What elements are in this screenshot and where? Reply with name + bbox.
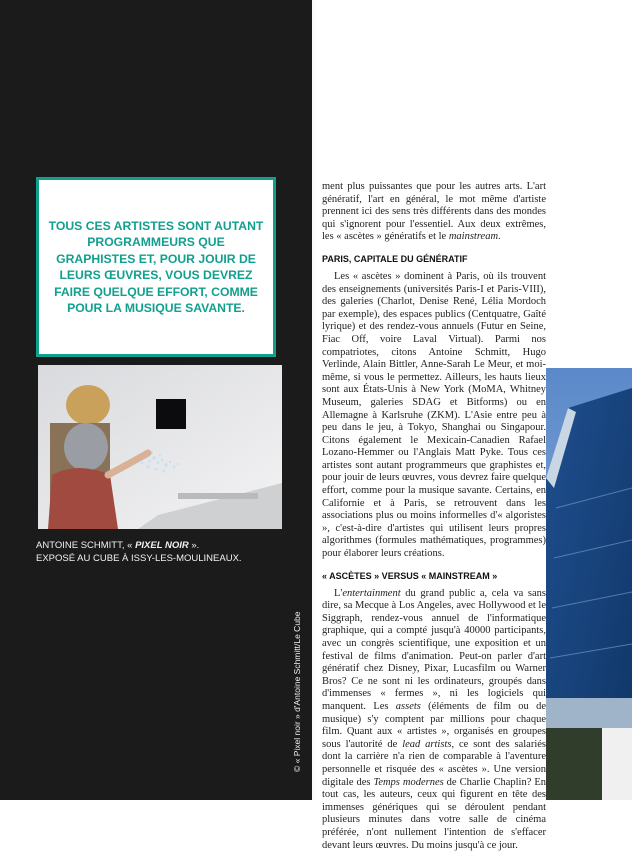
section-ascetes-paragraph [322,588,546,852]
intro-paragraph [322,181,546,244]
s2-text-b: du grand public a, cela va sans dire, sa Mecque à Los Angeles, avec Hollywood et le Siggraph, rendez-vous annuel de l'informatique graphique, qui a compté jusqu'à 40000 participants, avec un congrès scientifique, une exposition et un festival de films d'animation. Peut-on parler d'art génératif chez Disney, Pixar, Lucasfilm ou Warner Bros? Ce ne sont ni les ordinateurs, groupés dans d'immenses « fermes », ni les logiciels qui manquent. Les [322,587,546,712]
photo-credit: © « Pixel noir » d'Antoine Schmitt/Le Cube [292,611,302,772]
s2-text-e: de Charlie Chaplin? En tout cas, les auteurs, ceux qui figurent en tête des immenses génériques qui se déroulent pendant plusieurs minutes dans votre salle de cinéma préférée, n'ont nullement l'intention de s'effacer devant leurs œuvres. Du moins jusqu'à ce jour. [322,776,546,851]
s2-text-d: , ce sont des salariés dont la carrière n'a rien de comparable à l'aventure personnelle et risquée des « ascètes ». Une version digitale des [322,738,546,788]
photo-caption [36,539,296,565]
pull-quote-box [36,177,276,357]
caption-suffix: ». [191,540,200,551]
caption-artwork-title: PIXEL NOIR [135,540,189,551]
pull-quote-text: TOUS CES ARTISTES SONT AUTANT PROGRAMMEURS QUE GRAPHISTES ET, POUR JOUIR DE LEURS ŒUVRES, VOUS DEVREZ FAIRE QUELQUE EFFORT, COMME POUR LA MUSIQUE SAVANTE. [48,218,264,315]
s2-em-1: entertainment [342,587,401,599]
section-heading-ascetes: « ASCÈTES » VERSUS « MAINSTREAM » [322,570,498,581]
gallery-visitors-illustration [38,365,282,529]
caption-prefix: ANTOINE SCHMITT, « [36,540,133,551]
artwork-photo [38,365,282,529]
s2-em-4: Temps modernes [373,776,444,788]
s2-em-3: lead artists [402,738,452,750]
intro-text: ment plus puissantes que pour les autres arts. L'art génératif, l'art en général, le mot même d'artiste prennent ici des sens très différents dans des mondes qui s'ignorent pour l'essentiel. Aux deux extrêmes, les « ascètes » génératifs et le [322,181,546,243]
section-heading-paris: PARIS, CAPITALE DU GÉNÉRATIF [322,253,468,264]
caption-line-2: EXPOSÉ AU CUBE À ISSY-LES-MOULINEAUX. [36,553,242,564]
intro-emphasis: mainstream [448,231,499,243]
section-paris-paragraph: Les « ascètes » dominent à Paris, où ils trouvent des enseignements (universités Paris-I et Paris-VIII), des galeries (Charlot, Denise René, Lélia Mordoch par exemple), des espaces publics (Centquatre, Gaîté lyrique) et des rendez-vous annuels (Futur en Seine, Fiac Off, voire Laval Virtual). Parmi nos compatriotes, citons Antoine Schmitt, Hugo Verlinde, Alain Bittler, Anne-Sarah Le Meur, et moi-même, si vous le permettez. Ailleurs, les hauts lieux sont aux États-Unis à New York (MoMA, Whitney Museum, galeries SDAG et Bitforms) ou en Allemagne à Karlsruhe (ZKM). L'Asie entre peu à peu dans le jeu, à Tokyo, Shanghai ou Singapour. Citons également le Mexicain-Canadien Rafael Lozano-Hemmer ou l'Anglais Matt Pyke. Tous ces artistes sont autant programmeurs que graphistes et, pour jouir de leurs œuvres, vous devrez faire quelque effort, comme pour la musique savante. Certains, en Californie et à Paris, se retrouvent dans les associations plus ou moins informelles d'« algoristes », c'est-à-dire d'artistes qui utilisent leurs propres algorithmes (formules mathématiques, programmes) pour élaborer leurs créations. [322,270,546,560]
article-body [322,181,546,852]
building-illustration [546,368,632,800]
s2-text-a: L' [334,587,343,599]
page-gutter [312,0,315,800]
s2-em-2: assets [395,700,421,712]
building-photo [546,368,632,800]
intro-end: . [498,231,501,243]
s2-text-c: (éléments de film ou de musique) s'y comptent par millions pour chaque film. Quant aux « artistes », organisés en groupes sous l'autorité de [322,700,546,750]
